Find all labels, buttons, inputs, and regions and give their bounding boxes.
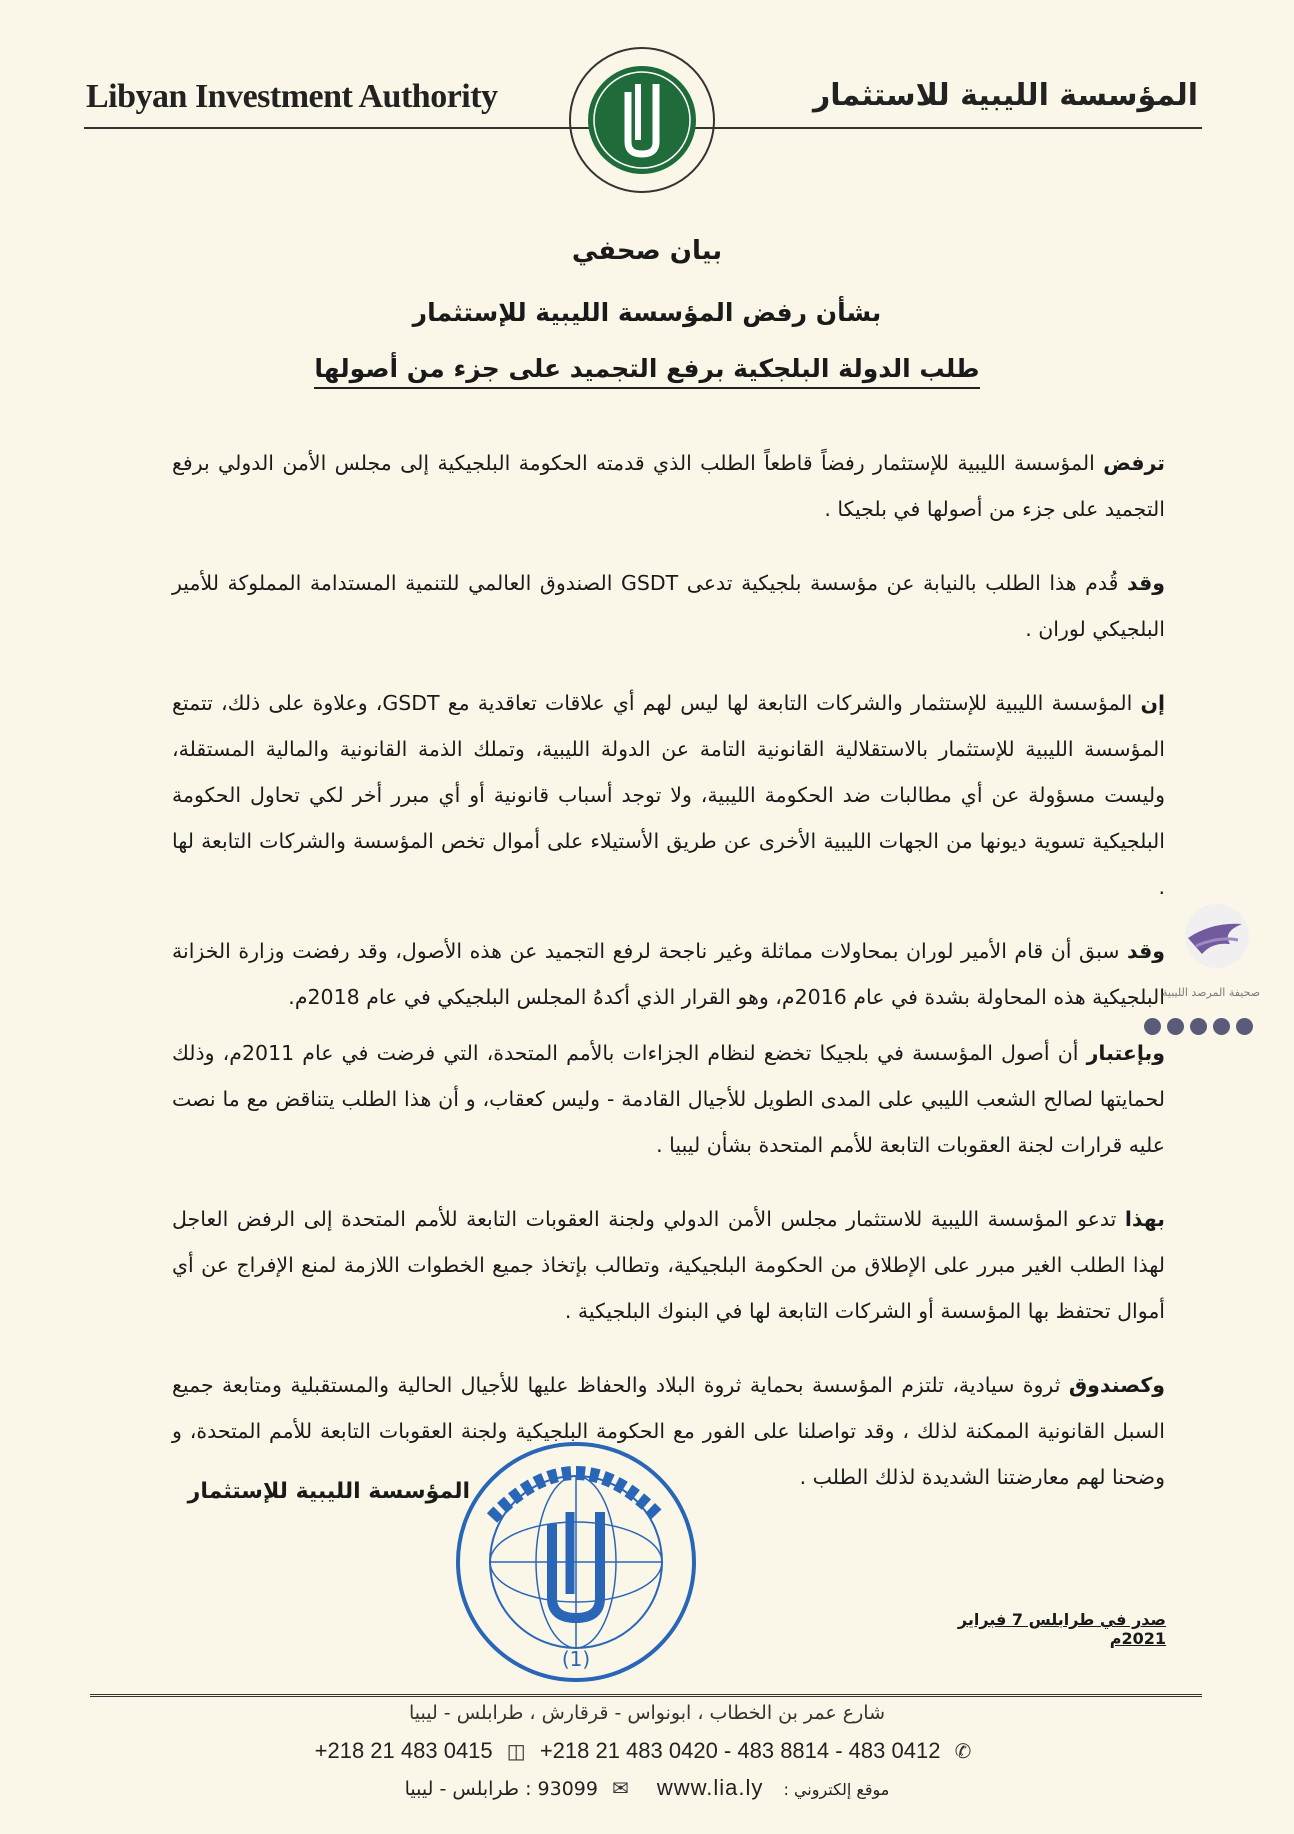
paragraph-lead: ترفض [1103,451,1165,475]
stamp-number: (1) [561,1647,591,1671]
paragraph-lead: بهذا [1124,1207,1165,1231]
signature-block: المؤسسة الليبية للإستثمار [187,1479,470,1504]
phone-numbers: +218 21 483 0420 - 483 8814 - 483 0412 [539,1738,941,1763]
wing-watermark-icon [1172,902,1262,1022]
document-subject: بشأن رفض المؤسسة الليبية للإستثمار [412,298,882,327]
paragraph-lead: وكصندوق [1068,1373,1165,1397]
paragraph-6 [172,1196,1165,1334]
paragraph-3 [172,680,1165,910]
footer-address: شارع عمر بن الخطاب ، ابونواس - قرقارش ، طرابلس - ليبيا [408,1702,885,1724]
paragraph-text: ثروة سيادية، تلتزم المؤسسة بحماية ثروة البلاد والحفاظ عليها للأجيال الحالية والمستقبلية ومتابعة جميع السبل القانونية الممكنة لذلك ، وقد تواصلنا على الفور مع الحكومة البلجيكية ولجنة العقوبات التابعة للأمم المتحدة، و وضحنا لهم معارضتنا الشديدة لذلك الطلب . [172,1373,1165,1489]
issue-date: صدر في طرابلس 7 فبراير 2021م [957,1610,1166,1648]
social-icon [1236,1018,1253,1035]
paragraph-5 [172,1030,1165,1168]
pobox: 93099 : طرابلس - ليبيا [404,1778,598,1800]
paragraph-text: المؤسسة الليبية للإستثمار والشركات التابعة لها ليس لهم أي علاقات تعاقدية مع GSDT، وعلاوة على ذلك، تتمتع المؤسسة الليبية للإستثمار بالاستقلالية القانونية التامة عن الدولة الليبية، وتملك الذمة القانونية والمالية المستقلة، وليست مسؤولة عن أي مطالبات ضد الحكومة الليبية، ولا توجد أسباب قانونية أو أي مبرر أخر لكي تحاول الحكومة البلجيكية تسوية ديونها من الجهات الليبية الأخرى عن طريق الأستيلاء على أموال تخص المؤسسة والشركات التابعة لها . [172,691,1165,899]
letterhead-arabic-name: المؤسسة الليبية للاستثمار [813,78,1198,113]
social-icon [1144,1018,1161,1035]
paragraph-1 [172,440,1165,532]
paragraph-lead: وقد [1126,571,1165,595]
website-url: www.lia.ly [656,1775,764,1800]
footer-contacts [0,1775,1294,1801]
footer-rule [90,1694,1202,1697]
statement-body [172,440,1165,1528]
phone-icon: ✆ [954,1741,972,1763]
paragraph-text: قُدم هذا الطلب بالنيابة عن مؤسسة بلجيكية تدعى GSDT الصندوق العالمي للتنمية المستدامة المملوكة للأمير البلجيكي لوران . [172,571,1165,641]
footer-phones [0,1738,1294,1764]
subject-text: طلب الدولة البلجكية برفع التجميد على جزء من أصولها [314,354,979,389]
website-label: موقع إلكتروني : [783,1780,890,1799]
paragraph-lead: وقد [1126,939,1165,963]
social-icons [1144,1018,1253,1035]
paragraph-text: المؤسسة الليبية للإستثمار رفضاً قاطعاً الطلب الذي قدمته الحكومة البلجيكية إلى مجلس الأمن الدولي برفع التجميد على جزء من أصولها في بلجيكا . [172,451,1165,521]
paragraph-lead: وبإعتبار [1086,1041,1165,1065]
social-icon [1213,1018,1230,1035]
paragraph-4 [172,928,1165,1020]
fax-icon: ◫ [506,1741,526,1763]
social-icon [1167,1018,1184,1035]
letterhead-english-name: Libyan Investment Authority [86,78,498,115]
lia-seal-logo [566,44,718,196]
paragraph-text: تدعو المؤسسة الليبية للاستثمار مجلس الأمن الدولي ولجنة العقوبات التابعة للأمم المتحدة إلى الرفض العاجل لهذا الطلب الغير مبرر على الإطلاق من الحكومة البلجيكية، وتطالب بإتخاذ جميع الخطوات اللازمة لمنع الإفراج عن أي أموال تحتفظ بها المؤسسة أو الشركات التابعة لها في البنوك البلجيكية . [172,1207,1165,1323]
official-stamp [452,1438,700,1686]
social-icon [1190,1018,1207,1035]
document-subject-underlined [0,354,1294,383]
paragraph-2 [172,560,1165,652]
paragraph-text: أن أصول المؤسسة في بلجيكا تخضع لنظام الجزاءات بالأمم المتحدة، التي فرضت في عام 2011م، وذلك لحمايتها لصالح الشعب الليبي على المدى الطويل للأجيال القادمة - وليس كعقاب، و أن هذا الطلب يتناقض مع ما نصت عليه قرارات لجنة العقوبات التابعة للأمم المتحدة بشأن ليبيا . [172,1041,1165,1157]
paragraph-lead: إن [1140,691,1165,715]
fax-number: +218 21 483 0415 [314,1738,493,1763]
document-heading: بيان صحفي [571,236,723,266]
paragraph-text: سبق أن قام الأمير لوران بمحاولات مماثلة وغير ناجحة لرفع التجميد عن هذه الأصول، وقد رفضت وزارة الخزانة البلجيكية هذه المحاولة بشدة في عام 2016م، وهو القرار الذي أكدهُ المجلس البلجيكي في عام 2018م. [172,939,1165,1009]
mail-icon: ✉ [612,1776,629,1800]
watermark-caption: صحيفة المرصد الليبية [1162,986,1261,999]
